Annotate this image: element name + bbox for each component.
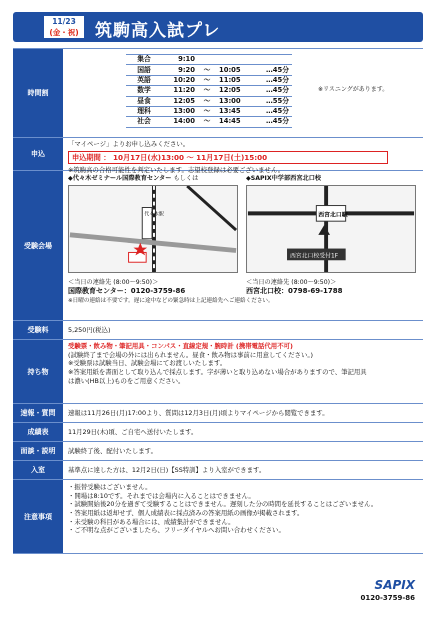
- label-notes: 注意事項: [13, 480, 63, 553]
- label-results: 成績表: [13, 423, 63, 441]
- schedule-tilde: [198, 55, 216, 65]
- reporting-text: 速報は11月26日(月)17:00より、質問は12月3日(月)頃よりマイページから閲覧できます。: [68, 408, 329, 417]
- apply-content: [63, 138, 423, 175]
- schedule-mins: …45分: [256, 75, 292, 85]
- schedule-tilde: ～: [198, 96, 216, 106]
- note-item: ・ご不明な点がございましたら、フリーダイヤルへお問い合わせください。: [68, 526, 285, 535]
- map-nishinomiya: [246, 185, 416, 273]
- venue-right: [246, 173, 416, 297]
- schedule-row: [126, 106, 292, 116]
- row-reporting: [13, 404, 423, 423]
- schedule-end: 13:45: [216, 106, 256, 116]
- guidance-content: [63, 442, 423, 460]
- right-contact: 西宮北口校：0798-69-1788: [246, 287, 343, 296]
- row-venue: [13, 171, 423, 321]
- row-admission: [13, 461, 423, 480]
- schedule-subject: 国語: [126, 65, 162, 75]
- label-venue: 受験会場: [13, 171, 63, 320]
- schedule-start: 10:20: [162, 75, 198, 85]
- schedule-mins: [256, 55, 292, 65]
- note-item: ・開場は8:10です。それまでは会場内に入ることはできません。: [68, 491, 255, 500]
- header-bar: [13, 12, 423, 42]
- venue-right-title: ◆SAPIX中学部西宮北口校: [246, 175, 322, 182]
- note-item: ・未受験の科目がある場合には、成績集計ができません。: [68, 517, 235, 526]
- venue-or: もしくは: [173, 175, 199, 182]
- right-contact-head: ＜当日の連絡先 (8:00～9:50)＞: [246, 279, 337, 286]
- schedule-mins: …45分: [256, 117, 292, 127]
- items-content: [63, 340, 423, 403]
- venue-contact-note: ※日曜の連絡は不要です。遅に途中などの緊急時は上記連絡先へご連絡ください。: [68, 297, 274, 304]
- schedule-tilde: ～: [198, 117, 216, 127]
- schedule-row: [126, 55, 292, 65]
- row-schedule: [13, 49, 423, 138]
- items-line4: ※答案用紙を書面として取り込んで採点します。字が薄いと取り込めない場合がありますので、筆記用具: [68, 367, 367, 376]
- label-schedule: 時間割: [13, 49, 63, 137]
- footer: [13, 560, 423, 605]
- fee-text: 5,250円(税込): [68, 325, 111, 334]
- label-admission: 入室: [13, 461, 63, 479]
- row-fee: [13, 321, 423, 340]
- schedule-subject: 数学: [126, 86, 162, 96]
- schedule-tilde: ～: [198, 65, 216, 75]
- schedule-start: 12:05: [162, 96, 198, 106]
- map-yoyogi: [68, 185, 238, 273]
- schedule-table: [126, 54, 292, 128]
- schedule-mins: …45分: [256, 86, 292, 96]
- date-text: 11/23: [52, 17, 76, 26]
- schedule-tilde: ～: [198, 75, 216, 85]
- apply-period: 申込期間 ： 10月17日(水)13:00 ～ 11月17日(土)15:00: [68, 151, 388, 165]
- schedule-subject: 英語: [126, 75, 162, 85]
- fee-content: [63, 321, 423, 339]
- map-nishinomiya-label: 西宮北口校受付1F: [289, 253, 339, 260]
- schedule-mins: …45分: [256, 106, 292, 116]
- schedule-row: [126, 117, 292, 127]
- schedule-tilde: ～: [198, 86, 216, 96]
- label-apply: 申込: [13, 138, 63, 170]
- schedule-row: [126, 96, 292, 106]
- schedule-end: 11:05: [216, 75, 256, 85]
- label-reporting: 速報・質問: [13, 404, 63, 422]
- row-results: [13, 423, 423, 442]
- items-line2: (試験終了まで会場の外には出られません。昼食・飲み物は事前に用意してください。): [68, 350, 314, 359]
- reporting-content: [63, 404, 423, 422]
- admission-text: 基準点に達した方は、12月2日(日)【SS特訓】より入室ができます。: [68, 465, 266, 474]
- results-text: 11月29日(木)頃、ご自宅へ送付いたします。: [68, 427, 198, 436]
- schedule-start: 9:10: [162, 55, 198, 65]
- label-guidance: 面談・説明: [13, 442, 63, 460]
- row-apply: [13, 138, 423, 175]
- left-contact-head: ＜当日の連絡先 (8:00～9:50)＞: [68, 279, 159, 286]
- info-grid: [13, 48, 423, 554]
- row-items: [13, 340, 423, 404]
- schedule-end: 12:05: [216, 86, 256, 96]
- schedule-start: 11:20: [162, 86, 198, 96]
- schedule-content: [63, 49, 423, 137]
- schedule-mins: …45分: [256, 65, 292, 75]
- schedule-end: 13:00: [216, 96, 256, 106]
- apply-note: ※筑駒高の合格可能性を判定いたします。志望校登録は必要ございません。: [68, 166, 285, 175]
- left-contact: 国際教育センター：0120-3759-86: [68, 287, 186, 296]
- note-item: ・振替受験はございません。: [68, 483, 152, 491]
- apply-line: 「マイページ」よりお申し込みください。: [68, 140, 190, 148]
- notes-content: [63, 480, 423, 553]
- note-item: ・答案用紙は返却せず、個人成績表に採点済みの答案用紙の画像が掲載されます。: [68, 508, 304, 517]
- label-fee: 受験料: [13, 321, 63, 339]
- guidance-text: 試験終了後、配付いたします。: [68, 446, 157, 455]
- venue-content: [63, 171, 423, 320]
- admission-content: [63, 461, 423, 479]
- date-badge: [43, 15, 85, 39]
- note-item: ・試験開始後20分を過ぎて受験することはできません。遅刻した分の時間を延長することはございません。: [68, 500, 378, 509]
- schedule-subject: 昼食: [126, 96, 162, 106]
- schedule-end: 14:45: [216, 117, 256, 127]
- day-text: (金・祝): [49, 28, 79, 37]
- items-line5: は濃い(HB以上)ものをご用意ください。: [68, 376, 185, 385]
- footer-phone: 0120-3759-86: [360, 594, 415, 602]
- schedule-row: [126, 65, 292, 75]
- schedule-tilde: ～: [198, 106, 216, 116]
- schedule-start: 13:00: [162, 106, 198, 116]
- listening-note: ※リスニングがあります。: [318, 86, 389, 93]
- results-content: [63, 423, 423, 441]
- schedule-subject: 社会: [126, 117, 162, 127]
- schedule-subject: 理科: [126, 106, 162, 116]
- map-yoyogi-station: 代々木駅: [144, 211, 164, 218]
- schedule-subject: 集合: [126, 55, 162, 65]
- row-guidance: [13, 442, 423, 461]
- sapix-logo: SAPIX: [374, 578, 415, 592]
- map-nishinomiya-station: 西宮北口駅: [318, 212, 348, 219]
- label-items: 持ち物: [13, 340, 63, 403]
- schedule-end: [216, 55, 256, 65]
- schedule-start: 14:00: [162, 117, 198, 127]
- schedule-row: [126, 75, 292, 85]
- page-title: 筑駒高入試プレ: [95, 21, 221, 41]
- row-notes: [13, 480, 423, 554]
- schedule-end: 10:05: [216, 65, 256, 75]
- schedule-row: [126, 86, 292, 96]
- venue-left-title: ◆代々木ゼミナール国際教育センター: [68, 175, 172, 182]
- schedule-mins: …55分: [256, 96, 292, 106]
- schedule-start: 9:20: [162, 65, 198, 75]
- flyer: [13, 12, 423, 554]
- items-line1: 受験票・飲み物・筆記用具・コンパス・直線定規・腕時計 (携帯電話代用不可): [68, 342, 293, 350]
- items-line3: ※受験票は試験当日、試験会場にてお渡しいたします。: [68, 359, 227, 368]
- venue-left: [68, 173, 238, 297]
